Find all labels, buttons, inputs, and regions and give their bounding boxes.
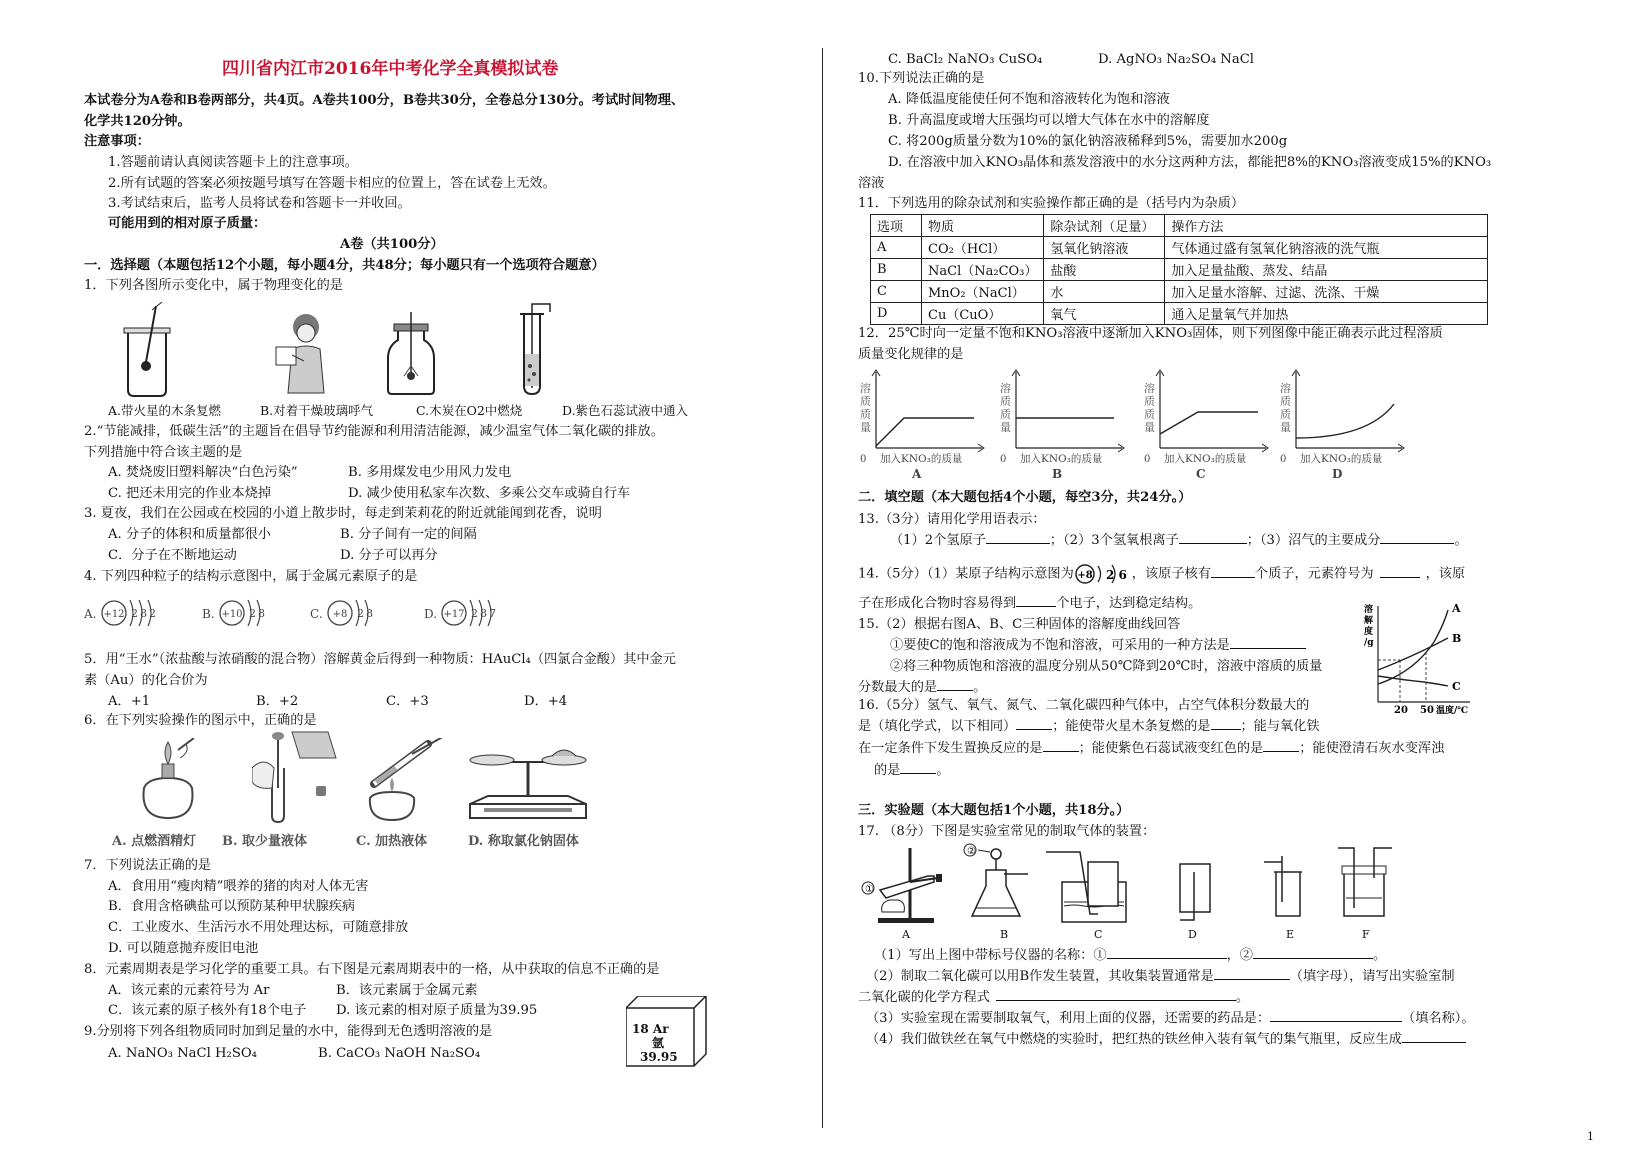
q12-ylabel-char: 量 bbox=[1144, 421, 1155, 434]
section-1-heading: 一．选择题（本题包括12个小题，每小题4分，共48分；每小题只有一个选项符合题意） bbox=[84, 258, 605, 273]
q17-l3b: 。 bbox=[1235, 990, 1250, 1005]
q12-ylabel-char: 量 bbox=[860, 421, 871, 434]
q15-curve-a bbox=[1378, 610, 1448, 684]
q6-stem: 6．在下列实验操作的图示中，正确的是 bbox=[84, 713, 317, 728]
q1-figure-a bbox=[116, 302, 176, 398]
q10-option-c: C. 将200g质量分数为10%的氯化钠溶液稀释到5%，需要加水200g bbox=[888, 134, 1288, 149]
q2-stem-1: 2.“节能减排，低碳生活”的主题旨在倡导节约能源和利用清洁能源，减少温室气体二氧化碳的排放。 bbox=[84, 424, 664, 439]
q4-stem: 4. 下列四种粒子的结构示意图中，属于金属元素原子的是 bbox=[84, 569, 418, 584]
q12-ylabel-char: 质 bbox=[860, 408, 871, 421]
q12-origin: 0 bbox=[1000, 454, 1007, 465]
q14-blank-1[interactable] bbox=[1211, 577, 1255, 578]
q10-option-b: B. 升高温度或增大压强均可以增大气体在水中的溶解度 bbox=[888, 113, 1210, 128]
q4-shell-electrons: 2 bbox=[357, 607, 364, 620]
intro-line2: 化学共120分钟。 bbox=[84, 114, 191, 129]
q12-curve bbox=[1296, 404, 1394, 438]
q9-stem: 9.分别将下列各组物质同时加到足量的水中，能得到无色透明溶液的是 bbox=[84, 1024, 493, 1039]
table-cell: A bbox=[871, 237, 922, 259]
q12-ylabel-char: 质 bbox=[1144, 395, 1155, 408]
q11-col-method: 操作方法 bbox=[1165, 215, 1488, 237]
q5-option-a: A．+1 bbox=[108, 694, 151, 709]
q12-ylabel-char: 溶 bbox=[1280, 382, 1291, 395]
q4-atom-option-a bbox=[84, 596, 174, 630]
q16-blank-3[interactable] bbox=[1043, 751, 1079, 752]
q15-curve-c-label: C bbox=[1452, 680, 1461, 693]
q13-stem: 13.（3分）请用化学用语表示： bbox=[858, 512, 1046, 527]
argon-cell-name: 氩 bbox=[652, 1036, 665, 1050]
table-cell: 加入足量盐酸、蒸发、结晶 bbox=[1165, 259, 1488, 281]
q4-shell-electrons: 8 bbox=[258, 607, 265, 620]
q12-ylabel-char: 溶 bbox=[860, 382, 871, 395]
q17-line4 bbox=[866, 1010, 1475, 1028]
q13-blank-1[interactable] bbox=[986, 543, 1050, 544]
table-row bbox=[871, 259, 1488, 281]
section-2-heading: 二．填空题（本大题包括4个小题，每空3分，共24分。） bbox=[858, 490, 1192, 505]
q12-ylabel-char: 溶 bbox=[1000, 382, 1011, 395]
table-cell: MnO₂（NaCl） bbox=[922, 281, 1044, 303]
q8-stem: 8．元素周期表是学习化学的重要工具。右下图是元素周期表中的一格，从中获取的信息不正确的是 bbox=[84, 962, 660, 977]
q1-option-a: A.带火星的木条复燃 bbox=[108, 403, 222, 418]
q17-l2a: （2）制取二氧化碳可以用B作发生装置，其收集装置通常是 bbox=[866, 969, 1214, 984]
q1-stem: 1．下列各图所示变化中，属于物理变化的是 bbox=[84, 278, 343, 293]
q7-option-b: B．食用含格碘盐可以预防某种甲状腺疾病 bbox=[108, 899, 356, 914]
q17-l1c: 。 bbox=[1372, 948, 1387, 963]
atomic-mass-heading: 可能用到的相对原子质量： bbox=[108, 216, 267, 231]
q15-curve-b-label: B bbox=[1452, 632, 1462, 645]
q12-ylabel-char: 质 bbox=[1280, 408, 1291, 421]
notice-item-3: 3.考试结束后，监考人员将试卷和答题卡一并收回。 bbox=[108, 196, 411, 211]
q11-col-substance: 物质 bbox=[922, 215, 1044, 237]
argon-cell-number-symbol: 18 Ar bbox=[632, 1022, 669, 1036]
page-title: 四川省内江市2016年中考化学全真模拟试卷 bbox=[222, 59, 559, 79]
q12-origin: 0 bbox=[860, 454, 867, 465]
q4-nucleus-charge: +8 bbox=[332, 609, 348, 620]
table-cell: 水 bbox=[1044, 281, 1165, 303]
q12-letter: A bbox=[912, 467, 922, 480]
q17-l1b: ，② bbox=[1226, 948, 1253, 963]
q14-part2: ，该原子核有 bbox=[1131, 566, 1211, 582]
table-cell: 气体通过盛有氢氧化钠溶液的洗气瓶 bbox=[1165, 237, 1488, 259]
q12-graph-d bbox=[1278, 368, 1408, 480]
q11-col-option: 选项 bbox=[871, 215, 922, 237]
q16-l2c: ；能与氧化铁 bbox=[1240, 719, 1320, 734]
table-cell: 氧气 bbox=[1044, 303, 1165, 325]
q10-option-d-tail: 溶液 bbox=[858, 176, 885, 191]
argon-cell-mass: 39.95 bbox=[640, 1050, 678, 1064]
q2-option-c: C. 把还未用完的作业本烧掉 bbox=[108, 486, 272, 501]
q13-blank-3[interactable] bbox=[1380, 543, 1454, 544]
q7-stem: 7．下列说法正确的是 bbox=[84, 858, 212, 873]
part-a-heading: A卷（共100分） bbox=[340, 237, 444, 252]
table-cell: 通入足量氧气并加热 bbox=[1165, 303, 1488, 325]
q14-part4: ，该原 bbox=[1425, 566, 1466, 582]
q9-option-c: C. BaCl₂ NaNO₃ CuSO₄ bbox=[888, 52, 1043, 67]
q15-line3 bbox=[858, 679, 986, 697]
q14-line2b: 个电子，达到稳定结构。 bbox=[1056, 596, 1202, 611]
q12-ylabel-char: 溶 bbox=[1144, 382, 1155, 395]
q12-letter: D bbox=[1332, 467, 1343, 480]
q4-shell-electrons: 8 bbox=[366, 607, 373, 620]
q16-line2 bbox=[858, 718, 1320, 736]
table-cell: 加入足量水溶解、过滤、洗涤、干燥 bbox=[1165, 281, 1488, 303]
q4-shell-electrons: 2 bbox=[471, 607, 478, 620]
q11-stem: 11．下列选用的除杂试剂和实验操作都正确的是（括号内为杂质） bbox=[858, 196, 1245, 211]
q14-atom-diagram bbox=[1074, 563, 1132, 585]
q13-part3: ；（3）沼气的主要成分 bbox=[1246, 533, 1381, 548]
q6-figure-a bbox=[134, 738, 204, 822]
q6-figure-c bbox=[352, 738, 452, 824]
q8-option-d: D. 该元素的相对原子质量为39.95 bbox=[336, 1003, 538, 1018]
q17-line5 bbox=[866, 1031, 1466, 1049]
q16-l4b: 。 bbox=[936, 763, 950, 778]
q17-l4a: （3）实验室现在需要制取氧气，利用上面的仪器，还需要的药品是： bbox=[866, 1011, 1271, 1026]
table-cell: 氢氧化钠溶液 bbox=[1044, 237, 1165, 259]
q1-figure-d bbox=[516, 300, 556, 396]
q14-line2a: 子在形成化合物时容易得到 bbox=[858, 596, 1017, 611]
q17-line1 bbox=[874, 947, 1386, 965]
q13-line bbox=[890, 532, 1468, 550]
q12-ylabel-char: 质 bbox=[1280, 395, 1291, 408]
q12-stem-1: 12．25℃时向一定量不饱和KNO₃溶液中逐渐加入KNO₃固体，则下列图像中能正确表示此过程溶质 bbox=[858, 326, 1443, 341]
q13-blank-2[interactable] bbox=[1179, 543, 1247, 544]
q4-shell-electrons: 2 bbox=[131, 607, 138, 620]
q16-l2b: ；能使带火星木条复燃的是 bbox=[1052, 719, 1211, 734]
q14-nucleus: +8 bbox=[1077, 570, 1093, 581]
q15-blank-2[interactable] bbox=[937, 690, 973, 691]
q12-ylabel-char: 质 bbox=[860, 395, 871, 408]
q12-curve bbox=[876, 418, 974, 446]
q17-blank-4[interactable] bbox=[996, 1000, 1236, 1001]
q9-option-a: A. NaNO₃ NaCl H₂SO₄ bbox=[108, 1046, 257, 1061]
q17-letter-b: B bbox=[1000, 928, 1009, 941]
q17-l5a: （4）我们做铁丝在氧气中燃烧的实验时，把红热的铁丝伸入装有氧气的集气瓶里，反应生成 bbox=[866, 1032, 1402, 1047]
q15-line3a: 分数最大的是 bbox=[858, 680, 938, 695]
q15-ylabel-char: 解 bbox=[1364, 616, 1374, 626]
q3-option-b: B. 分子间有一定的间隔 bbox=[340, 527, 477, 542]
q14-line1 bbox=[858, 563, 1465, 585]
apparatus-a bbox=[862, 848, 942, 923]
q15-xtick-20: 20 bbox=[1394, 705, 1408, 716]
q4-option-letter: A. bbox=[84, 607, 97, 621]
q6-option-b: B. 取少量液体 bbox=[222, 834, 308, 849]
table-cell: C bbox=[871, 281, 922, 303]
table-cell: NaCl（Na₂CO₃） bbox=[922, 259, 1044, 281]
apparatus-c bbox=[1046, 852, 1126, 922]
q12-letter: B bbox=[1052, 467, 1063, 480]
q6-option-d: D. 称取氯化钠固体 bbox=[468, 834, 579, 849]
q4-option-letter: D. bbox=[424, 607, 438, 621]
q4-shell-electrons: 2 bbox=[249, 607, 256, 620]
apparatus-f bbox=[1338, 848, 1392, 916]
apparatus-d bbox=[1180, 864, 1210, 920]
q3-option-d: D. 分子可以再分 bbox=[340, 548, 438, 563]
q17-letter-d: D bbox=[1188, 928, 1197, 941]
q3-stem: 3. 夏夜，我们在公园或在校园的小道上散步时，每走到茉莉花的附近就能闻到花香，说明 bbox=[84, 506, 602, 521]
q12-ylabel-char: 量 bbox=[1280, 421, 1291, 434]
apparatus-e bbox=[1264, 856, 1302, 916]
q4-atom-option-d bbox=[424, 596, 514, 630]
q4-atom-option-c bbox=[310, 596, 400, 630]
q15-ylabel-char: 溶 bbox=[1364, 605, 1374, 615]
q4-shell-electrons: 8 bbox=[140, 607, 147, 620]
q4-shell-electrons: 8 bbox=[480, 607, 487, 620]
q17-l2b: （填字母），请写出实验室制 bbox=[1289, 969, 1455, 984]
q16-l4a: 的是 bbox=[874, 763, 901, 778]
q5-option-c: C．+3 bbox=[386, 694, 429, 709]
q4-shell-electrons: 7 bbox=[489, 607, 496, 620]
q17-l1a: （1）写出上图中带标号仪器的名称：① bbox=[874, 948, 1107, 963]
q16-blank-1[interactable] bbox=[1016, 729, 1052, 730]
table-row bbox=[871, 303, 1488, 325]
q15-blank-1[interactable] bbox=[1230, 648, 1306, 649]
q16-l2a: 是（填化学式，以下相同） bbox=[858, 719, 1017, 734]
q17-line3 bbox=[858, 989, 1249, 1007]
q17-blank-6[interactable] bbox=[1402, 1042, 1466, 1043]
q16-blank-4[interactable] bbox=[1263, 751, 1299, 752]
q13-end: 。 bbox=[1454, 533, 1468, 548]
q15-line1 bbox=[890, 637, 1306, 655]
q12-xlabel: 加入KNO₃的质量 bbox=[1020, 453, 1103, 465]
q12-stem-2: 质量变化规律的是 bbox=[858, 347, 964, 362]
q14-shells: 2 6 bbox=[1105, 568, 1127, 582]
q15-line3b: 。 bbox=[973, 680, 987, 695]
q4-shell-electrons: 2 bbox=[149, 607, 156, 620]
q12-origin: 0 bbox=[1280, 454, 1287, 465]
table-cell: 盐酸 bbox=[1044, 259, 1165, 281]
q9-option-b: B. CaCO₃ NaOH Na₂SO₄ bbox=[318, 1046, 481, 1061]
column-divider bbox=[822, 48, 823, 1128]
q8-option-b: B．该元素属于金属元素 bbox=[336, 983, 478, 998]
table-row bbox=[871, 237, 1488, 259]
q7-option-d: D. 可以随意抛弃废旧电池 bbox=[108, 941, 259, 956]
q8-option-a: A．该元素的元素符号为 Ar bbox=[108, 983, 270, 998]
q2-option-d: D. 减少使用私家车次数、多乘公交车或骑自行车 bbox=[348, 486, 631, 501]
q10-option-a: A. 降低温度能使任何不饱和溶液转化为饱和溶液 bbox=[888, 92, 1170, 107]
q9-option-d: D. AgNO₃ Na₂SO₄ NaCl bbox=[1098, 52, 1255, 67]
q5-stem-2: 素（Au）的化合价为 bbox=[84, 673, 208, 688]
q6-option-a: A. 点燃酒精灯 bbox=[112, 834, 197, 849]
q12-ylabel-char: 质 bbox=[1000, 395, 1011, 408]
q2-option-a: A. 焚烧废旧塑料解决“白色污染” bbox=[108, 465, 298, 480]
q13-part2: ；（2）3个氢氧根离子 bbox=[1049, 533, 1179, 548]
q12-ylabel-char: 量 bbox=[1000, 421, 1011, 434]
q12-xlabel: 加入KNO₃的质量 bbox=[1300, 453, 1383, 465]
apparatus-b bbox=[964, 844, 1028, 916]
q12-letter: C bbox=[1196, 467, 1206, 480]
section-3-heading: 三．实验题（本大题包括1个小题，共18分。） bbox=[858, 803, 1130, 818]
q12-ylabel-char: 质 bbox=[1000, 408, 1011, 421]
q15-ylabel-char: /g bbox=[1364, 638, 1374, 648]
q15-line1-text: ①要使C的饱和溶液成为不饱和溶液，可采用的一种方法是 bbox=[890, 638, 1230, 653]
q6-figure-d bbox=[464, 738, 592, 822]
q12-graph-a bbox=[858, 368, 988, 480]
q17-blank-5[interactable] bbox=[1270, 1021, 1402, 1022]
q14-part1: 14.（5分）（1）某原子结构示意图为 bbox=[858, 566, 1074, 582]
q12-xlabel: 加入KNO₃的质量 bbox=[880, 453, 963, 465]
table-row bbox=[871, 281, 1488, 303]
q4-option-letter: C. bbox=[310, 607, 323, 621]
q15-ylabel bbox=[1364, 603, 1374, 648]
q14-blank-3[interactable] bbox=[1016, 606, 1056, 607]
q17-blank-3[interactable] bbox=[1214, 979, 1290, 980]
q17-l3a: 二氧化碳的化学方程式 bbox=[858, 990, 990, 1005]
q4-nucleus-charge: +10 bbox=[221, 609, 243, 620]
q1-option-b: B.对着干燥玻璃呼气 bbox=[260, 403, 374, 418]
q12-xlabel: 加入KNO₃的质量 bbox=[1164, 453, 1247, 465]
q2-option-b: B. 多用煤发电少用风力发电 bbox=[348, 465, 512, 480]
q4-option-letter: B. bbox=[202, 607, 215, 621]
q17-letter-a: A bbox=[902, 928, 910, 941]
table-cell: Cu（CuO） bbox=[922, 303, 1044, 325]
q17-letter-e: E bbox=[1286, 928, 1295, 941]
q8-option-c: C．该元素的原子核外有18个电子 bbox=[108, 1003, 307, 1018]
q17-blank-2[interactable] bbox=[1253, 958, 1373, 959]
intro-line1: 本试卷分为A卷和B卷两部分，共4页。A卷共100分，B卷共30分，全卷总分130分。考试时间物理、 bbox=[84, 93, 685, 108]
q15-xtick-50: 50 bbox=[1420, 705, 1434, 716]
q4-nucleus-charge: +17 bbox=[443, 609, 465, 620]
q14-line2 bbox=[858, 595, 1201, 613]
q6-figure-b bbox=[252, 728, 342, 824]
q17-blank-1[interactable] bbox=[1107, 958, 1227, 959]
q17-stem: 17. （8分）下图是实验室常见的制取气体的装置： bbox=[858, 824, 1156, 839]
q15-curve-c bbox=[1378, 676, 1448, 686]
q16-line3 bbox=[858, 740, 1444, 758]
q7-option-a: A．食用用“瘦肉精”喂养的猪的肉对人体无害 bbox=[108, 879, 369, 894]
q6-option-c: C. 加热液体 bbox=[356, 834, 428, 849]
q16-l3b: ；能使紫色石蕊试液变红色的是 bbox=[1078, 741, 1264, 756]
q17-letter-c: C bbox=[1094, 928, 1103, 941]
q16-blank-2[interactable] bbox=[1211, 729, 1241, 730]
q17-mark-2: ② bbox=[967, 846, 976, 857]
q14-part3: 个质子，元素符号为 bbox=[1254, 566, 1374, 582]
q2-stem-2: 下列措施中符合该主题的是 bbox=[84, 445, 243, 460]
q12-origin: 0 bbox=[1144, 454, 1151, 465]
q12-curve bbox=[1160, 412, 1258, 434]
q14-blank-2[interactable] bbox=[1380, 577, 1420, 578]
q17-line2 bbox=[866, 968, 1455, 986]
q1-figure-c bbox=[384, 312, 438, 396]
q17-letter-f: F bbox=[1362, 928, 1370, 941]
q12-ylabel-char: 质 bbox=[1144, 408, 1155, 421]
table-cell: D bbox=[871, 303, 922, 325]
q10-stem: 10.下列说法正确的是 bbox=[858, 71, 985, 86]
notice-item-1: 1.答题前请认真阅读答题卡上的注意事项。 bbox=[108, 155, 358, 170]
q15-stem: 15.（2）根据右图A、B、C三种固体的溶解度曲线回答 bbox=[858, 617, 1181, 632]
notice-heading: 注意事项： bbox=[84, 134, 150, 149]
q12-graph-c bbox=[1142, 368, 1272, 480]
page-number: 1 bbox=[1587, 1130, 1594, 1143]
q4-nucleus-charge: +12 bbox=[103, 609, 125, 620]
q15-solubility-chart bbox=[1364, 600, 1484, 718]
q16-blank-5[interactable] bbox=[900, 773, 936, 774]
q16-line1: 16.（5分）氢气、氧气、氮气、二氧化碳四种气体中，占空气体积分数最大的 bbox=[858, 698, 1310, 713]
table-cell: CO₂（HCl） bbox=[922, 237, 1044, 259]
q16-line4 bbox=[874, 762, 950, 780]
q5-stem-1: 5．用“王水”（浓盐酸与浓硝酸的混合物）溶解黄金后得到一种物质：HAuCl₄（四氯合金酸）其中金元 bbox=[84, 652, 676, 667]
q17-apparatus bbox=[858, 842, 1418, 932]
q15-line2: ②将三种物质饱和溶液的温度分别从50℃降到20℃时，溶液中溶质的质量 bbox=[890, 659, 1323, 674]
q16-l3c: ；能使澄清石灰水变浑浊 bbox=[1299, 741, 1445, 756]
q7-option-c: C．工业废水、生活污水不用处理达标，可随意排放 bbox=[108, 920, 409, 935]
q1-option-d: D.紫色石蕊试液中通入 bbox=[562, 403, 689, 418]
q11-table bbox=[870, 214, 1488, 325]
q5-option-b: B．+2 bbox=[256, 694, 299, 709]
q5-option-d: D．+4 bbox=[524, 694, 568, 709]
q17-mark-1: ① bbox=[865, 884, 874, 895]
q12-graph-b bbox=[998, 368, 1128, 480]
q1-option-c: C.木炭在O2中燃烧 bbox=[416, 403, 523, 418]
q11-col-reagent: 除杂试剂（足量） bbox=[1044, 215, 1165, 237]
q1-figure-b bbox=[274, 305, 334, 397]
q10-option-d: D. 在溶液中加入KNO₃晶体和蒸发溶液中的水分这两种方法，都能把8%的KNO₃溶液变成15%的KNO₃ bbox=[888, 155, 1492, 170]
q15-xlabel: 温度/℃ bbox=[1436, 706, 1469, 716]
q4-atom-option-b bbox=[202, 596, 292, 630]
notice-item-2: 2.所有试题的答案必须按题号填写在答题卡相应的位置上，答在试卷上无效。 bbox=[108, 176, 556, 191]
q15-curve-a-label: A bbox=[1452, 602, 1461, 615]
q16-l3a: 在一定条件下发生置换反应的是 bbox=[858, 741, 1043, 756]
q15-ylabel-char: 度 bbox=[1364, 627, 1374, 637]
q3-option-c: C．分子在不断地运动 bbox=[108, 548, 237, 563]
q17-l4b: （填名称）。 bbox=[1402, 1011, 1475, 1026]
q3-option-a: A. 分子的体积和质量都很小 bbox=[108, 527, 271, 542]
table-cell: B bbox=[871, 259, 922, 281]
q13-part1: （1）2个氢原子 bbox=[890, 533, 986, 548]
q11-table-header bbox=[871, 215, 1488, 237]
